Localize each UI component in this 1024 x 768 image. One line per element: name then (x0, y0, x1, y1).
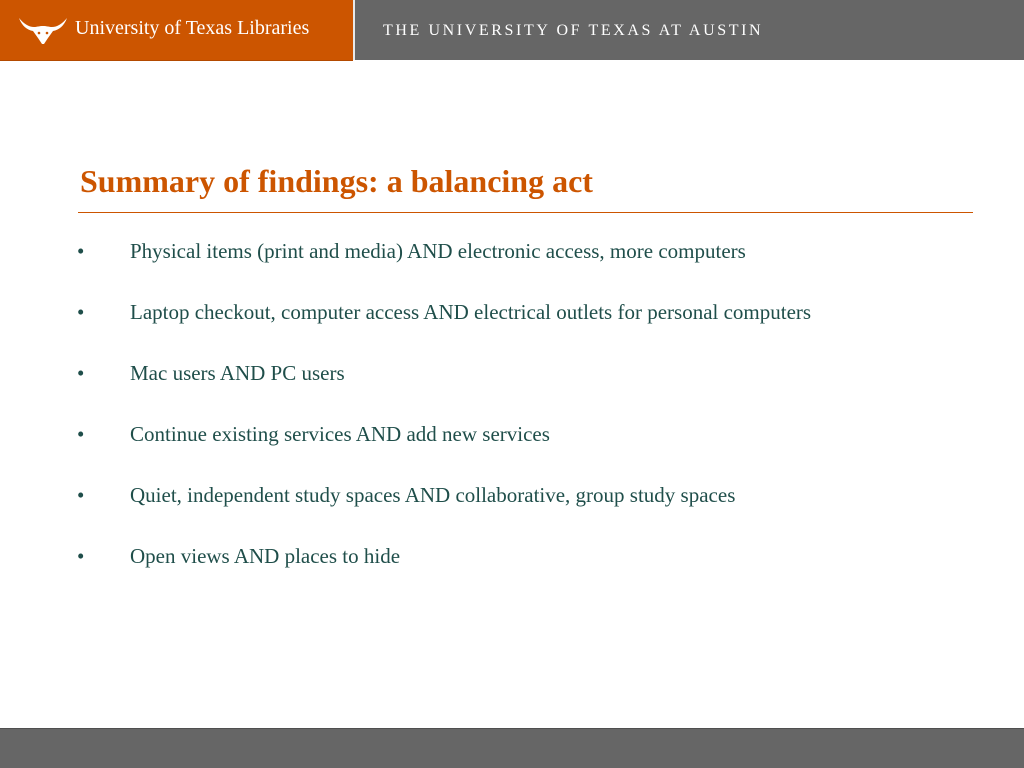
library-name: University of Texas Libraries (75, 17, 310, 39)
bullet-icon: • (77, 544, 85, 568)
list-item (77, 541, 937, 572)
university-banner (355, 0, 1024, 60)
list-item (77, 358, 937, 389)
bullet-text: Physical items (print and media) AND electronic access, more computers (130, 239, 746, 263)
list-item (77, 236, 937, 267)
bullet-icon: • (77, 422, 85, 446)
bullet-icon: • (77, 239, 85, 263)
title-underline (78, 212, 973, 213)
university-name: THE UNIVERSITY OF TEXAS AT AUSTIN (383, 22, 764, 39)
bullet-text: Quiet, independent study spaces AND collaborative, group study spaces (130, 483, 736, 507)
bullet-icon: • (77, 300, 85, 324)
header-bar (0, 0, 1024, 60)
bullet-icon: • (77, 361, 85, 385)
list-item (77, 419, 937, 450)
bullet-text: Open views AND places to hide (130, 544, 401, 568)
bullet-text: Continue existing services AND add new services (130, 422, 550, 446)
list-item (77, 297, 937, 328)
bullet-icon: • (77, 483, 85, 507)
list-item (77, 480, 937, 511)
footer-bar (0, 728, 1024, 768)
bullet-text: Mac users AND PC users (130, 361, 345, 385)
longhorn-icon (18, 14, 68, 46)
bullet-list (77, 236, 937, 602)
slide-title: Summary of findings: a balancing act (80, 163, 593, 199)
bullet-text: Laptop checkout, computer access AND electrical outlets for personal computers (130, 300, 812, 324)
library-banner (0, 0, 353, 61)
